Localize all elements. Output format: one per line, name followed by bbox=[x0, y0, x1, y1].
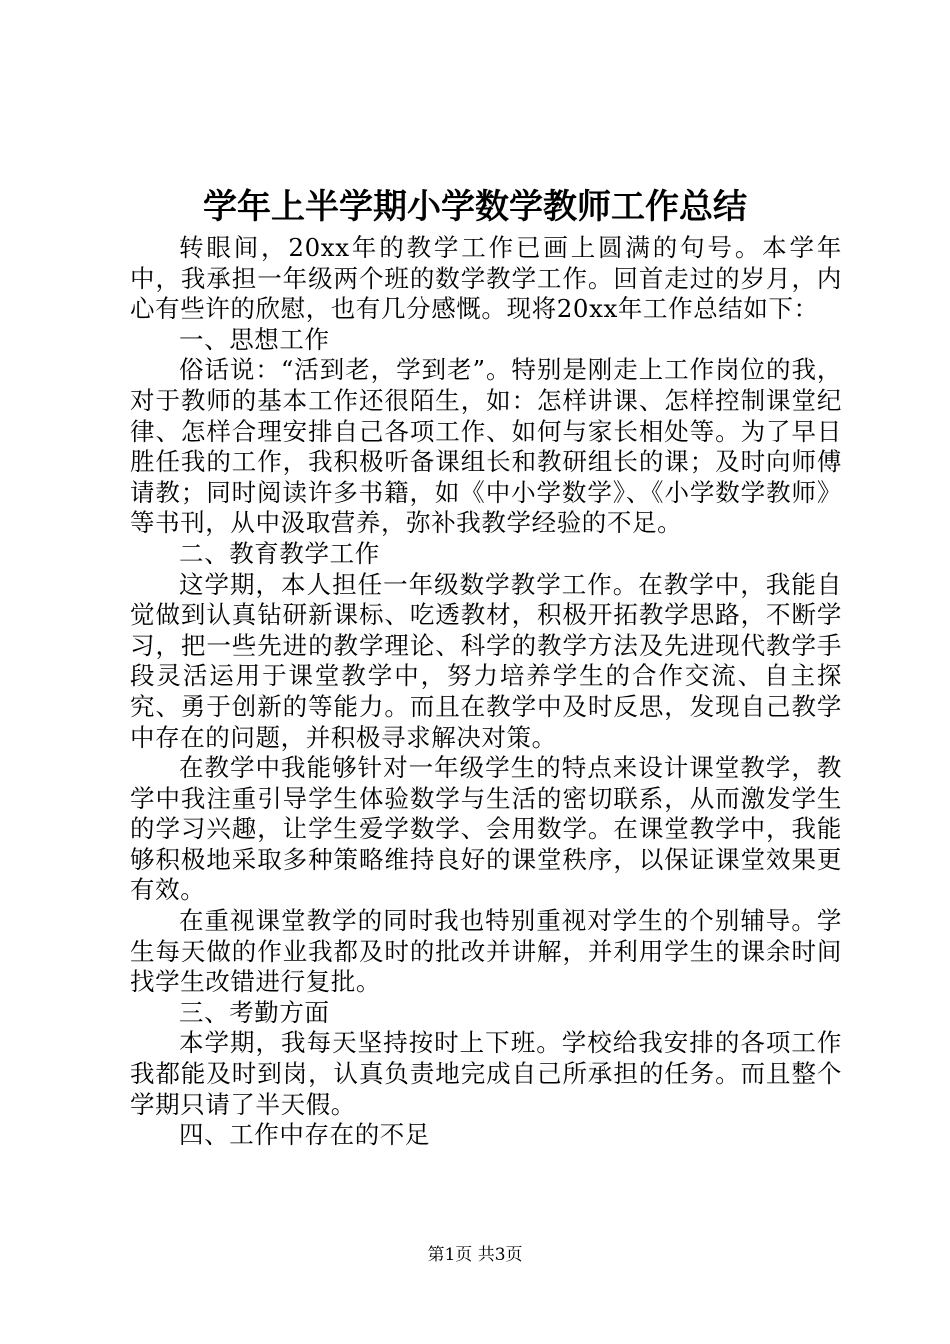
paragraph-attendance: 本学期，我每天坚持按时上下班。学校给我安排的各项工作我都能及时到岗，认真负责地完成自己所承担的任务。而且整个学期只请了半天假。 bbox=[130, 1028, 842, 1119]
document-title: 学年上半学期小学数学教师工作总结 bbox=[203, 187, 747, 227]
page-number-footer: 第1页 共3页 bbox=[427, 1245, 523, 1265]
document-body bbox=[130, 233, 842, 1151]
section-heading-shortcomings: 四、工作中存在的不足 bbox=[179, 1120, 430, 1150]
paragraph-teaching-3: 在重视课堂教学的同时我也特别重视对学生的个别辅导。学生每天做的作业我都及时的批改并讲解，并利用学生的课余时间找学生改错进行复批。 bbox=[130, 906, 842, 997]
section-heading-thought: 一、思想工作 bbox=[179, 324, 330, 354]
paragraph-thought: 俗话说：“活到老，学到老”。特别是刚走上工作岗位的我，对于教师的基本工作还很陌生，如：怎样讲课、怎样控制课堂纪律、怎样合理安排自己各项工作、如何与家长相处等。为了早日胜任我的工作，我积极听备课组长和教研组长的课；及时向师傅请教；同时阅读许多书籍，如《中小学数学》、《小学数学教师》等书刊，从中汲取营养，弥补我教学经验的不足。 bbox=[130, 355, 842, 538]
section-heading-attendance: 三、考勤方面 bbox=[179, 997, 330, 1027]
section-heading-teaching: 二、教育教学工作 bbox=[179, 538, 380, 568]
paragraph-intro: 转眼间，20xx年的教学工作已画上圆满的句号。本学年中，我承担一年级两个班的数学教学工作。回首走过的岁月，内心有些许的欣慰，也有几分感慨。现将20xx年工作总结如下： bbox=[130, 233, 842, 324]
paragraph-teaching-1: 这学期，本人担任一年级数学教学工作。在教学中，我能自觉做到认真钻研新课标、吃透教材，积极开拓教学思路，不断学习，把一些先进的教学理论、科学的教学方法及先进现代教学手段灵活运用于课堂教学中，努力培养学生的合作交流、自主探究、勇于创新的等能力。而且在教学中及时反思，发现自己教学中存在的问题，并积极寻求解决对策。 bbox=[130, 569, 842, 752]
paragraph-teaching-2: 在教学中我能够针对一年级学生的特点来设计课堂教学，教学中我注重引导学生体验数学与生活的密切联系，从而激发学生的学习兴趣，让学生爱学数学、会用数学。在课堂教学中，我能够积极地采取多种策略维持良好的课堂秩序，以保证课堂效果更有效。 bbox=[130, 753, 842, 905]
